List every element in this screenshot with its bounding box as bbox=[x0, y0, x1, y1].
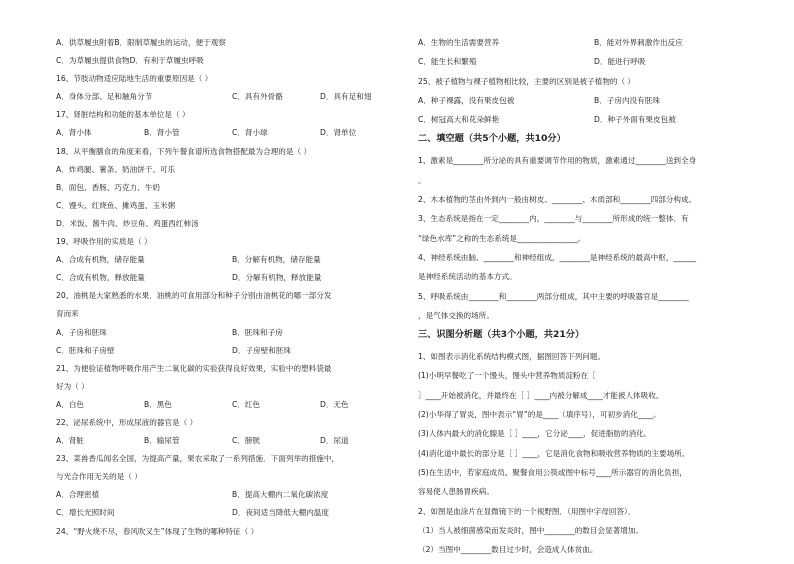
option: C．胚珠和子房壁 bbox=[56, 345, 115, 355]
option: A．种子裸露，没有果皮包被 bbox=[418, 95, 515, 105]
answer-options bbox=[56, 273, 408, 282]
question-line: (5)在生活中，若家庭成员、聚餐食用公筷或图中标号____所示器官的消化负担， bbox=[418, 467, 687, 477]
question-line: 5、呼吸系统由________和________两部分组成，其中主要的呼吸器官是________ bbox=[418, 291, 689, 301]
question-line: 19、呼吸作用的实质是（ ） bbox=[56, 237, 152, 247]
answer-options bbox=[56, 508, 408, 517]
option: D．子房壁和胚珠 bbox=[232, 345, 292, 355]
option: B．黑色 bbox=[144, 399, 172, 409]
option: A．供草履虫附着B．限制草履虫的运动，便于观察 bbox=[56, 38, 226, 47]
question-line: 25、被子植物与裸子植物相比较，主要的区别是被子植物的（ ） bbox=[418, 76, 636, 86]
option: B．胚珠和子房 bbox=[232, 327, 283, 337]
question-line: 2、如图是血涂片在显微镜下的一个视野图．（用图中字母回答）． bbox=[418, 506, 636, 516]
question-line: 育而来 bbox=[56, 309, 79, 319]
answer-options bbox=[56, 436, 408, 445]
option: A．白色 bbox=[56, 399, 84, 409]
question-line: 23、菜兽香瓜闻名全国，为提高产量，果农采取了一系列措施．下面列举的措施中， bbox=[56, 454, 340, 464]
option: A．合成有机物，储存能量 bbox=[56, 255, 145, 265]
question-line: （2）当图中________数目过少时，会造成人体贫血。 bbox=[418, 545, 598, 555]
question-line: 22、泌尿系统中，形成尿液的器官是（ ） bbox=[56, 417, 198, 427]
right-column bbox=[418, 38, 770, 564]
option: C．红色 bbox=[232, 399, 261, 409]
option: C．树冠高大和花朵鲜艳 bbox=[418, 115, 500, 125]
answer-options bbox=[56, 255, 408, 264]
question-line: 24、“野火烧不尽，春风吹又生”体现了生物的哪种特征（ ） bbox=[56, 526, 259, 536]
question-line: ，是气体交换的场所。 bbox=[418, 310, 494, 320]
answer-options bbox=[418, 38, 770, 47]
option: A．合理密植 bbox=[56, 490, 100, 500]
option: A．肾脏 bbox=[56, 436, 84, 446]
option: D．具有足和翅 bbox=[320, 92, 372, 102]
option: D．无色 bbox=[320, 399, 349, 409]
answer-options bbox=[418, 57, 770, 66]
option: C．肾小球 bbox=[232, 128, 268, 138]
question-line: C．馒头、红烧鱼、摊鸡蛋、玉米粥 bbox=[56, 200, 176, 210]
answer-options bbox=[418, 96, 770, 105]
option: D．能进行呼吸 bbox=[594, 57, 646, 67]
question-line: 好为（ ） bbox=[56, 381, 89, 391]
option: A．身体分部、足和触角分节 bbox=[56, 92, 153, 102]
question-line: 20、油桃是大家熟悉的水果．油桃的可食用部分和种子分别由油桃花的哪一部分发 bbox=[56, 291, 332, 301]
option: C．增长光照时间 bbox=[56, 508, 115, 518]
option: D．肾单位 bbox=[320, 128, 357, 138]
option: B．提高大棚内二氧化碳浓度 bbox=[232, 490, 329, 500]
answer-options bbox=[56, 328, 408, 337]
question-line: 1、如图表示消化系统结构模式图，据图回答下列问题。 bbox=[418, 352, 606, 362]
option: B．能对外界刺激作出反应 bbox=[594, 38, 683, 47]
left-column bbox=[56, 38, 408, 545]
question-line: 4、神经系统由脑、________和神经组成，________是神经系统的最高中枢，______ bbox=[418, 252, 697, 262]
option: A．生物的生活需要营养 bbox=[418, 38, 500, 47]
option: A．子房和胚珠 bbox=[56, 327, 107, 337]
option: B．分解有机物，储存能量 bbox=[232, 255, 321, 265]
question-line: 容易使人患肠胃疾病。 bbox=[418, 487, 494, 497]
option: D．夜间适当降低大棚内温度 bbox=[232, 508, 329, 518]
option: C．能生长和繁殖 bbox=[418, 57, 477, 67]
answer-options bbox=[418, 115, 770, 124]
question-line: 与光合作用无关的是（ ） bbox=[56, 472, 142, 482]
option: C．具有外骨骼 bbox=[232, 92, 283, 102]
question-line: 3、生态系统是指在一定________内，________与________所形成的统一整体．有 bbox=[418, 214, 689, 224]
question-line: A．炸鸡腿、薯条、奶油饼干、可乐 bbox=[56, 164, 176, 174]
question-line: 。 bbox=[418, 175, 426, 185]
option: B．子房内没有胚珠 bbox=[594, 95, 660, 105]
answer-options bbox=[56, 346, 408, 355]
option: B．肾小管 bbox=[144, 128, 180, 138]
question-line: ］____开始被消化，并最终在［ ］____内被分解成____才能被人体吸收。 bbox=[418, 390, 664, 400]
question-line: 16、节肢动物适应陆地生活的重要原因是（ ） bbox=[56, 74, 213, 84]
question-line: 2、木本植物的茎由外到内一般由树皮、________、木质部和________四部分构成。 bbox=[418, 195, 697, 205]
answer-options bbox=[56, 38, 408, 47]
question-line: 1、激素是________所分泌的具有重要调节作用的物质，激素通过________送到全身 bbox=[418, 156, 697, 166]
answer-options bbox=[56, 92, 408, 101]
question-line: （1）当人被细菌感染而发炎时，图中________的数目会显著增加。 bbox=[418, 525, 644, 535]
question-line: D．米饭、酱牛肉、炒豆角、鸡蛋西红柿汤 bbox=[56, 218, 199, 228]
option: C．膀胱 bbox=[232, 436, 261, 446]
answer-options bbox=[56, 400, 408, 409]
question-line: (4)消化道中最长的部分是［ ］____，它是消化食物和吸收营养物质的主要场所。 bbox=[418, 448, 690, 458]
answer-options bbox=[56, 490, 408, 499]
option: C．合成有机物，释放能量 bbox=[56, 273, 145, 283]
question-line: (2)小华得了胃炎，图中表示“胃”的是____（填序号），可初步消化____。 bbox=[418, 410, 661, 420]
section-heading: 二、填空题（共5个小题，共10分） bbox=[418, 133, 566, 145]
question-line: 21、为便验证植物呼吸作用产生二氧化碳的实验获得良好效果，实验中的塑料袋最 bbox=[56, 363, 332, 373]
question-line: (1)小明早餐吃了一个馒头，馒头中营养物质淀粉在［ bbox=[418, 371, 596, 381]
question-line: 是神经系统活动的基本方式。 bbox=[418, 272, 517, 282]
question-line: (3)人体内最大的消化腺是［ ］____，它分泌____，促进脂肪的消化。 bbox=[418, 429, 652, 439]
answer-options bbox=[56, 56, 408, 65]
question-line: “绿色水库”之称的生态系统是________________。 bbox=[418, 233, 586, 243]
option: D．种子外面有果皮包被 bbox=[594, 115, 676, 125]
option: D．尿道 bbox=[320, 436, 349, 446]
option: A．肾小体 bbox=[56, 128, 92, 138]
question-line: 18、从平衡膳食的角度来看，下列午餐食谱所选食物搭配最为合理的是（ ） bbox=[56, 146, 312, 156]
option: C．为草履虫提供食物D．有利于草履虫呼吸 bbox=[56, 56, 204, 66]
section-heading: 三、识图分析题（共3个小题，共21分） bbox=[418, 329, 585, 341]
answer-options bbox=[56, 128, 408, 137]
option: D．分解有机物，释放能量 bbox=[232, 273, 322, 283]
option: B．输尿管 bbox=[144, 436, 180, 446]
question-line: 17、肾脏结构和功能的基本单位是（ ） bbox=[56, 110, 190, 120]
question-line: B．面包、香肠、巧克力、牛奶 bbox=[56, 182, 160, 192]
